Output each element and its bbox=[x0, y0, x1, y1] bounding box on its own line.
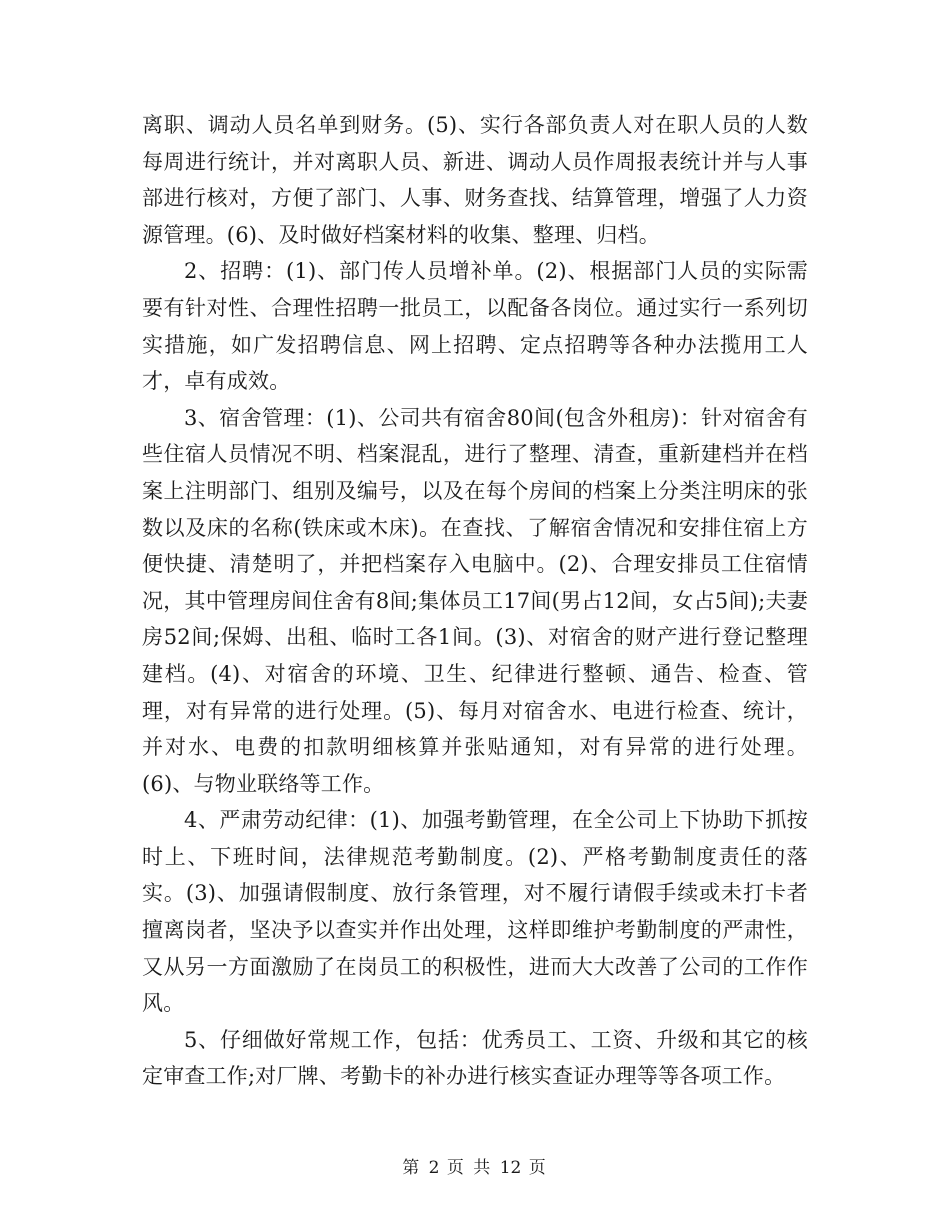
paragraph-5: 5、仔细做好常规工作，包括：优秀员工、工资、升级和其它的核定审查工作;对厂牌、考勤卡的补办进行核实查证办理等等各项工作。 bbox=[142, 1027, 808, 1089]
footer-total-pages: 12 bbox=[499, 1158, 522, 1178]
footer-suffix: 页 bbox=[528, 1158, 548, 1178]
paragraph-2: 2、招聘：(1)、部门传人员增补单。(2)、根据部门人员的实际需要有针对性、合理性招聘一批员工，以配备各岗位。通过实行一系列切实措施，如广发招聘信息、网上招聘、定点招聘等各种办法揽用工人才，卓有成效。 bbox=[142, 259, 808, 394]
footer-prefix: 第 bbox=[402, 1158, 422, 1178]
footer-middle: 页 共 bbox=[446, 1158, 493, 1178]
page-footer bbox=[0, 1153, 950, 1178]
document-body bbox=[142, 107, 808, 1095]
paragraph-1: 离职、调动人员名单到财务。(5)、实行各部负责人对在职人员的人数每周进行统计，并对离职人员、新进、调动人员作周报表统计并与人事部进行核对，方便了部门、人事、财务查找、结算管理，增强了人力资源管理。(6)、及时做好档案材料的收集、整理、归档。 bbox=[142, 113, 808, 247]
paragraph-3: 3、宿舍管理：(1)、公司共有宿舍80间(包含外租房)：针对宿舍有些住宿人员情况不明、档案混乱，进行了整理、清查，重新建档并在档案上注明部门、组别及编号，以及在每个房间的档案上分类注明床的张数以及床的名称(铁床或木床)。在查找、了解宿舍情况和安排住宿上方便快捷、清楚明了，并把档案存入电脑中。(2)、合理安排员工住宿情况，其中管理房间住舍有8间;集体员工17间(男占12间，女占5间);夫妻房52间;保姆、出租、临时工各1间。(3)、对宿舍的财产进行登记整理建档。(4)、对宿舍的环境、卫生、纪律进行整顿、通告、检查、管理，对有异常的进行处理。(5)、每月对宿舍水、电进行检查、统计，并对水、电费的扣款明细核算并张贴通知，对有异常的进行处理。(6)、与物业联络等工作。 bbox=[142, 405, 808, 796]
footer-current-page: 2 bbox=[428, 1158, 440, 1178]
paragraph-4: 4、严肃劳动纪律：(1)、加强考勤管理，在全公司上下协助下抓按时上、下班时间，法律规范考勤制度。(2)、严格考勤制度责任的落实。(3)、加强请假制度、放行条管理，对不履行请假手续或未打卡者擅离岗者，坚决予以查实并作出处理，这样即维护考勤制度的严肃性，又从另一方面激励了在岗员工的积极性，进而大大改善了公司的工作作风。 bbox=[142, 808, 808, 1016]
